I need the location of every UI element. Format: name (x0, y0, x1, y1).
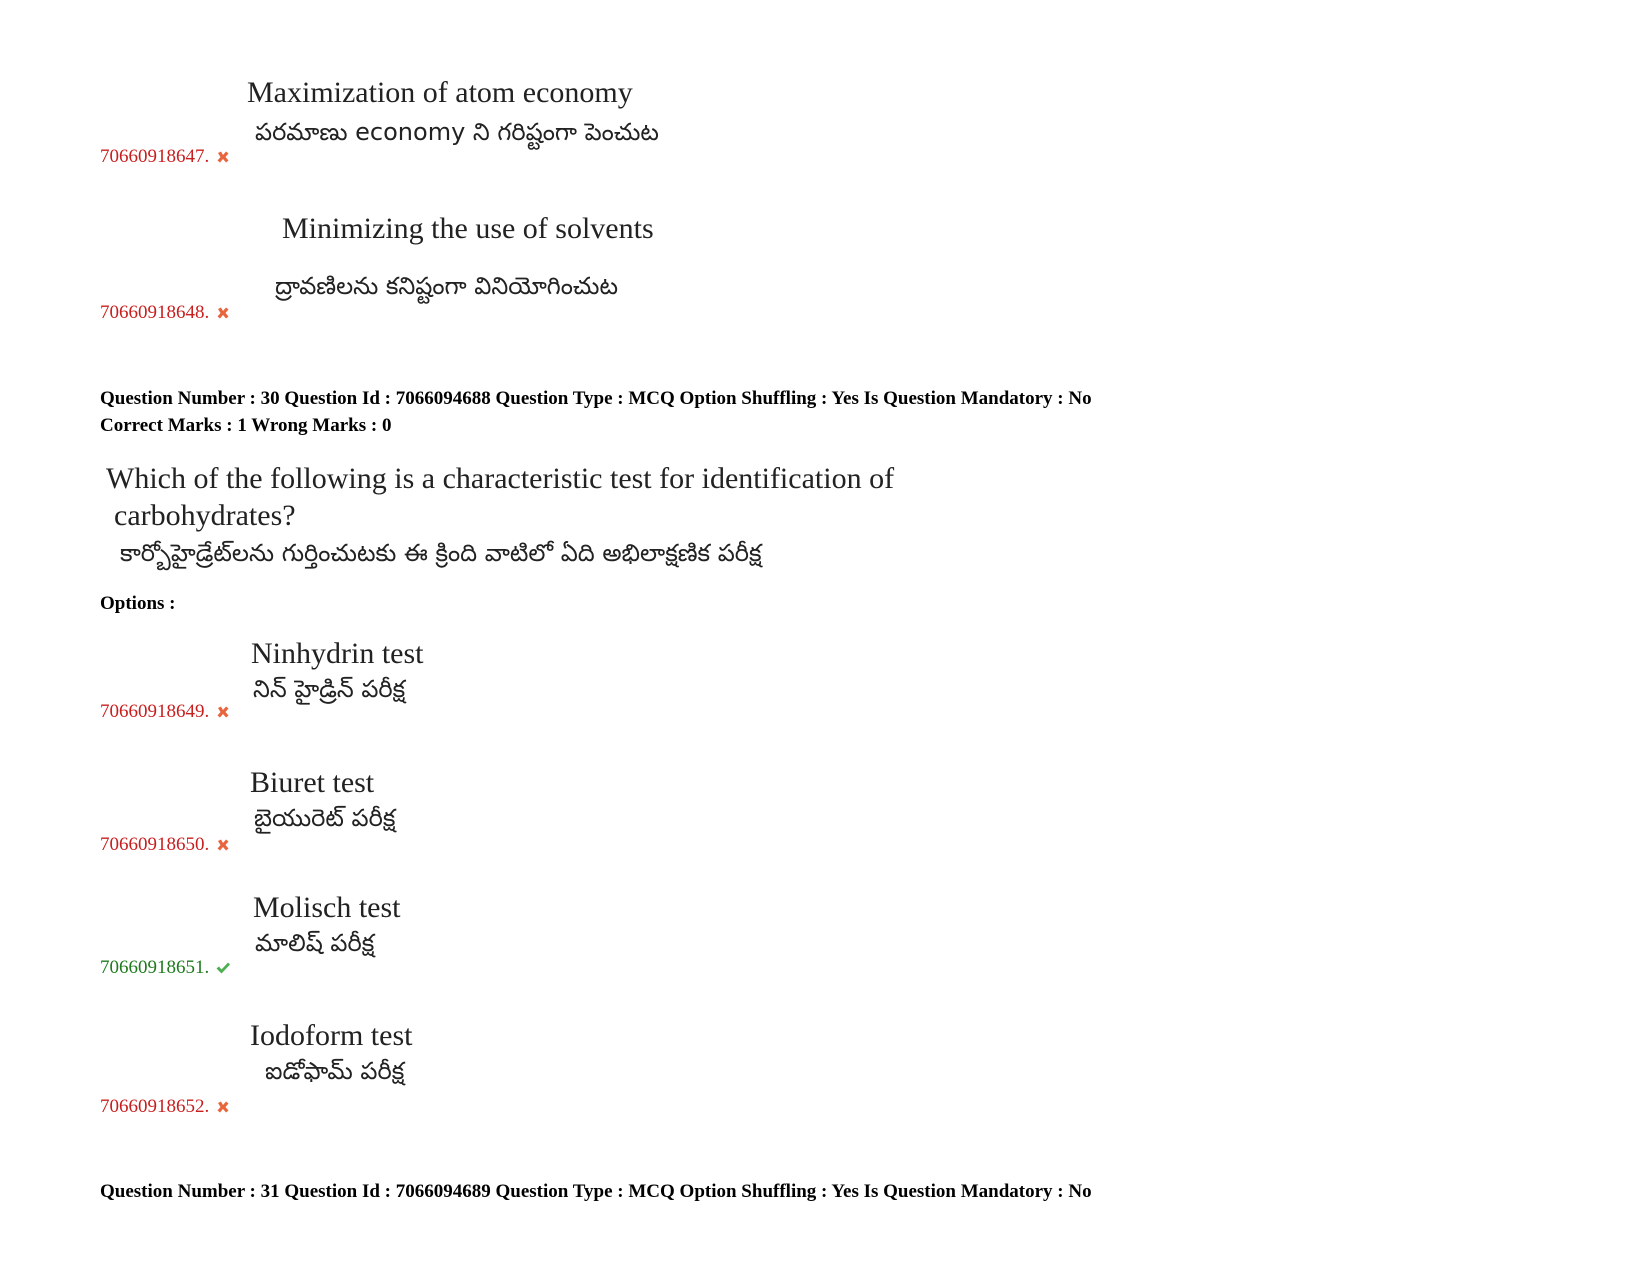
option-id-wrong (100, 146, 231, 168)
option-text-te: నిన్ హైడ్రిన్ పరీక్ష (253, 675, 406, 703)
question-meta: Question Number : 31 Question Id : 7066094689 Question Type : MCQ Option Shuffling : Yes Is Question Mandatory : No (100, 1181, 1092, 1202)
option-text-te: ద్రావణిలను కనిష్టంగా వినియోగించుట (275, 272, 619, 300)
option-text-en: Maximization of atom economy (247, 76, 633, 109)
cross-icon (215, 305, 231, 321)
option-text-en: Molisch test (253, 891, 401, 924)
option-id-correct (100, 957, 231, 979)
option-id-wrong (100, 302, 231, 324)
question-text-te: కార్బోహైడ్రేట్‌లను గుర్తించుటకు ఈ క్రింది వాటిలో ఏది అభిలాక్షణిక పరీక్ష (120, 539, 762, 567)
option-id-label: 70660918649. (100, 701, 210, 722)
cross-icon (215, 1099, 231, 1115)
question-marks: Correct Marks : 1 Wrong Marks : 0 (100, 415, 392, 436)
option-text-te: బైయురెట్ పరీక్ష (254, 804, 396, 832)
question-meta: Question Number : 30 Question Id : 7066094688 Question Type : MCQ Option Shuffling : Yes Is Question Mandatory : No (100, 388, 1092, 409)
option-text-en: Iodoform test (250, 1019, 413, 1052)
question-text-en-line2: carbohydrates? (114, 499, 296, 532)
option-text-en: Ninhydrin test (251, 637, 424, 670)
options-label: Options : (100, 593, 176, 614)
option-text-en: Minimizing the use of solvents (282, 212, 654, 245)
option-id-label: 70660918651. (100, 957, 210, 978)
option-id-label: 70660918648. (100, 302, 210, 323)
option-text-te: మాలిష్ పరీక్ష (255, 929, 375, 957)
check-icon (215, 960, 231, 976)
option-id-wrong (100, 1096, 231, 1118)
option-text-te: ఐడోఫామ్ పరీక్ష (265, 1057, 405, 1085)
option-id-label: 70660918650. (100, 834, 210, 855)
option-id-wrong (100, 701, 231, 723)
option-id-wrong (100, 834, 231, 856)
option-id-label: 70660918647. (100, 146, 210, 167)
option-text-en: Biuret test (250, 766, 375, 799)
option-id-label: 70660918652. (100, 1096, 210, 1117)
cross-icon (215, 704, 231, 720)
question-text-en-line1: Which of the following is a characteristic test for identification of (106, 462, 895, 495)
cross-icon (215, 837, 231, 853)
option-text-te: పరమాణు economy ని గరిష్టంగా పెంచుట (255, 118, 659, 146)
cross-icon (215, 149, 231, 165)
